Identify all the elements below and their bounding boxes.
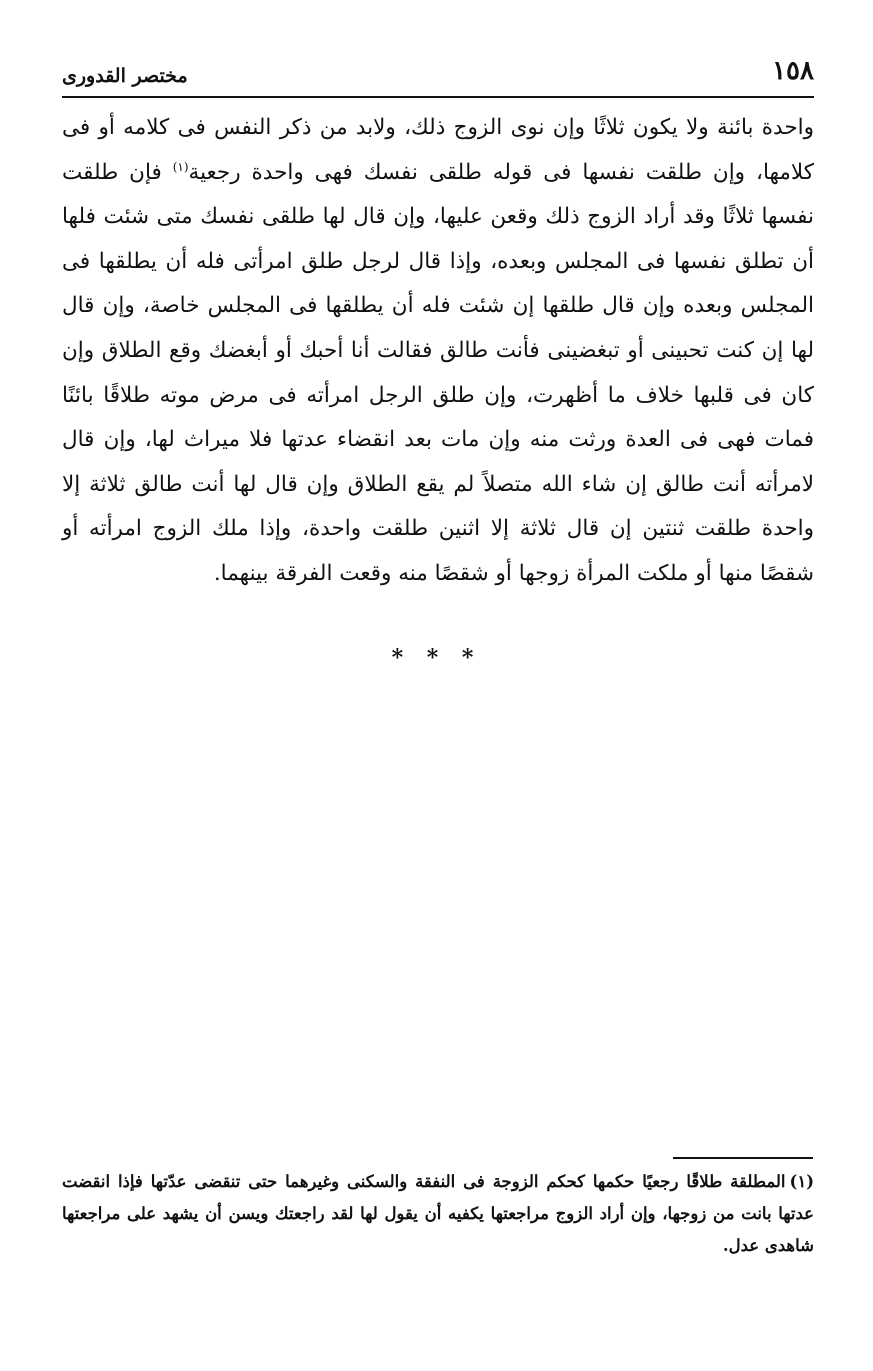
footnote (62, 1166, 814, 1262)
section-separator: * * * (391, 645, 482, 671)
footnote-reference: (١) (172, 159, 189, 174)
footnote-number: (١) (789, 1172, 814, 1191)
page-number: ١٥٨ (772, 56, 814, 86)
main-text-part-2: فإن طلقت نفسها ثلاثًا وقد أراد الزوج ذلك وقعن عليها، وإن قال لها طلقى نفسك متى شئت فلها أن تطلق نفسها فى المجلس وبعده، وإذا قال لرجل طلق امرأتى فله أن يطلقها فى المجلس وبعده وإن قال طلقها إن شئت فله أن يطلقها فى المجلس خاصة، وإن قال لها إن كنت تحبينى أو تبغضينى فأنت طالق فقالت أنا أحبك أو أبغضك وقع الطلاق وإن كان فى قلبها خلاف ما أظهرت، وإن طلق الرجل امرأته فى مرض موته طلاقًا بائنًا فمات فهى فى العدة ورثت منه وإن مات بعد انقضاء عدتها فلا ميراث لها، وإن قال لامرأته أنت طالق إن شاء الله متصلاً لم يقع الطلاق وإن قال لها أنت طالق ثلاثة إلا واحدة طلقت ثنتين إن قال ثلاثة إلا اثنين طلقت واحدة، وإذا ملك الزوج امرأته أو شقصًا منها أو ملكت المرأة زوجها أو شقصًا منه وقعت الفرقة بينهما. (62, 159, 814, 586)
page-header (62, 52, 814, 98)
main-text-part-1: واحدة بائنة ولا يكون ثلاثًا وإن نوى الزوج ذلك، ولابد من ذكر النفس فى كلامه أو فى كلامها، وإن طلقت نفسها فى قوله طلقى نفسك فهى واحدة رجعية (62, 115, 814, 185)
footnote-divider (673, 1157, 813, 1159)
running-title: مختصر القدورى (62, 65, 188, 87)
main-text (62, 106, 814, 597)
footnote-text: المطلقة طلاقًا رجعيًا حكمها كحكم الزوجة فى النفقة والسكنى وغيرهما حتى تنقضى عدّتها فإذا انقضت عدتها بانت من زوجها، وإن أراد الزوج مراجعتها يكفيه أن يقول لها لقد راجعتك ويسن أن يشهد على مراجعتها شاهدى عدل. (62, 1172, 814, 1255)
